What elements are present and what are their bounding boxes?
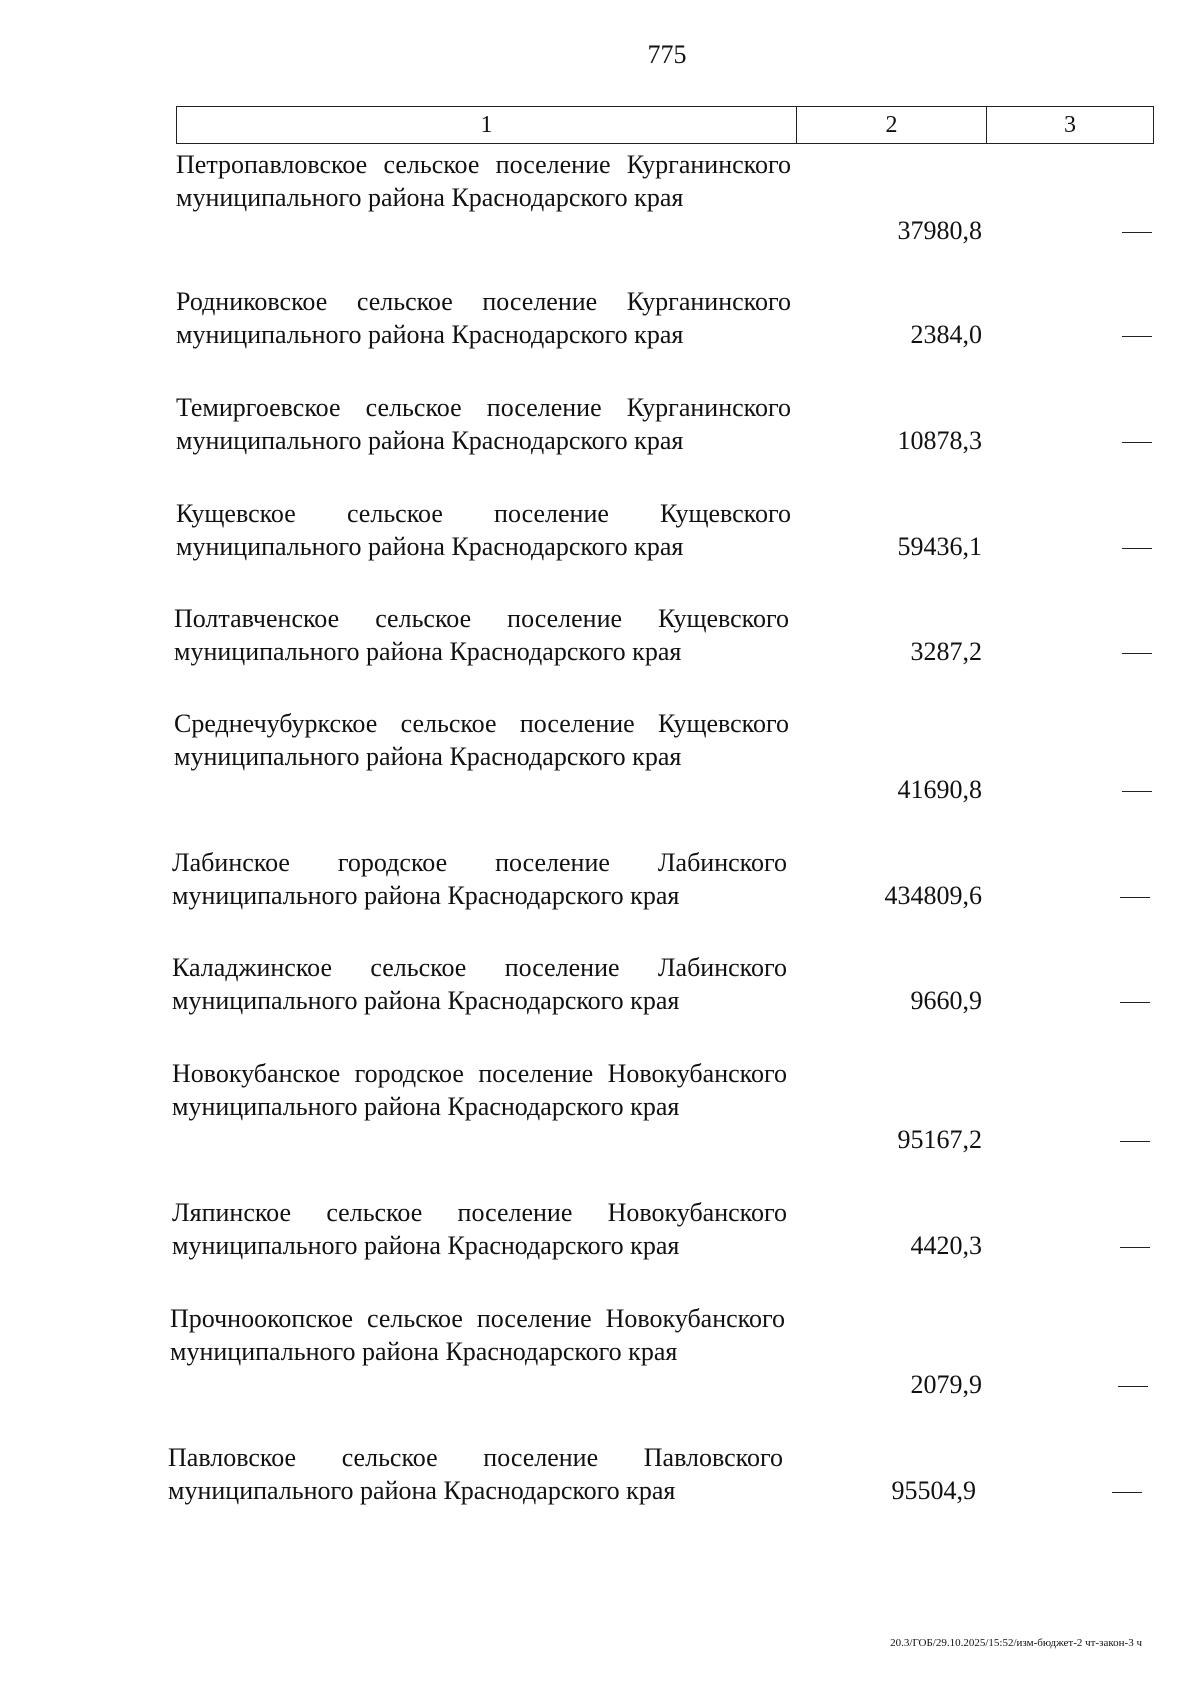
row-dash	[1120, 1247, 1150, 1248]
row-name: Новокубанское городское поселение Новокубанского муниципального района Краснодарского края	[172, 1059, 787, 1121]
row-name: Полтавченское сельское поселение Кущевского муниципального района Краснодарского края	[174, 604, 789, 666]
row-value: 3287,2	[910, 637, 982, 666]
row-dash	[1122, 548, 1152, 549]
row-value: 2079,9	[910, 1370, 982, 1399]
row-value: 9660,9	[910, 986, 982, 1015]
table-header-col3: 3	[1064, 111, 1076, 138]
row-name: Прочноокопское сельское поселение Новокубанского муниципального района Краснодарского края	[170, 1304, 785, 1366]
row-dash	[1122, 232, 1152, 233]
page-number: 775	[647, 40, 687, 69]
table-header-col2: 2	[797, 107, 987, 143]
row-dash	[1122, 442, 1152, 443]
document-code: 20.3/ГОБ/29.10.2025/15:52/изм-бюджет-2 чт-закон-3 ч	[890, 1637, 1142, 1649]
row-name: Каладжинское сельское поселение Лабинского муниципального района Краснодарского края	[172, 953, 787, 1015]
row-name: Родниковское сельское поселение Курганинского муниципального района Краснодарского края	[176, 287, 791, 349]
row-name: Темиргоевское сельское поселение Курганинского муниципального района Краснодарского края	[176, 393, 791, 455]
row-dash	[1122, 791, 1152, 792]
row-value: 95167,2	[897, 1125, 982, 1154]
row-name: Павловское сельское поселение Павловского муниципального района Краснодарского края	[168, 1443, 783, 1505]
row-dash	[1120, 1002, 1150, 1003]
row-dash	[1122, 653, 1152, 654]
row-value: 37980,8	[897, 216, 982, 245]
row-dash	[1122, 336, 1152, 337]
row-value: 59436,1	[897, 532, 982, 561]
row-value: 10878,3	[897, 426, 982, 455]
row-dash	[1120, 897, 1150, 898]
row-value: 41690,8	[897, 775, 982, 804]
row-name: Петропавловское сельское поселение Курганинского муниципального района Краснодарского края	[176, 150, 791, 212]
row-dash	[1118, 1386, 1148, 1387]
table-header-col1: 1	[177, 107, 797, 143]
row-value: 434809,6	[884, 881, 982, 910]
row-name: Лабинское городское поселение Лабинского муниципального района Краснодарского края	[172, 848, 787, 910]
row-value: 95504,9	[891, 1476, 976, 1505]
row-name: Кущевское сельское поселение Кущевского муниципального района Краснодарского края	[176, 499, 791, 561]
row-name: Ляпинское сельское поселение Новокубанского муниципального района Краснодарского края	[172, 1198, 787, 1260]
row-dash	[1112, 1492, 1142, 1493]
row-name: Среднечубуркское сельское поселение Кущевского муниципального района Краснодарского края	[174, 709, 789, 771]
row-value: 4420,3	[910, 1231, 982, 1260]
row-value: 2384,0	[910, 320, 982, 349]
row-dash	[1120, 1141, 1150, 1142]
